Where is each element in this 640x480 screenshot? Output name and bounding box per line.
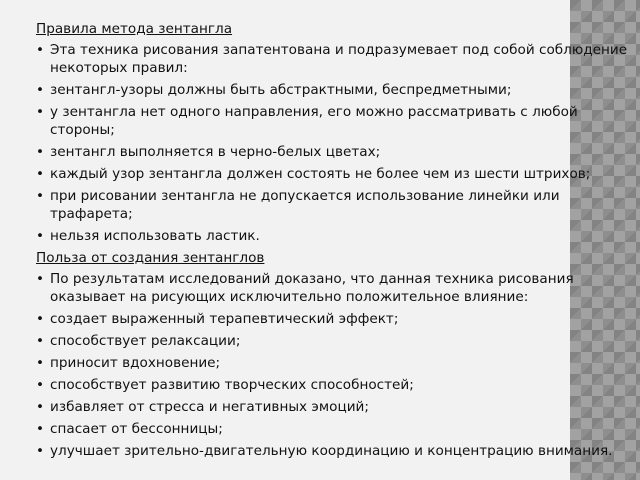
bullet-icon: • [36, 421, 45, 437]
list-item [36, 41, 636, 77]
list-item-text: каждый узор зентангла должен состоять не более чем из шести штрихов; [50, 166, 591, 182]
list-item-text: Эта техника рисования запатентована и подразумевает под собой соблюдение некоторых правил: [50, 42, 628, 76]
bullet-icon: • [36, 355, 45, 371]
list-item-text: избавляет от стресса и негативных эмоций; [50, 399, 369, 415]
list-item-text: зентангл выполняется в черно-белых цветах; [50, 144, 381, 160]
bullet-icon: • [36, 271, 45, 287]
list-item [36, 187, 636, 223]
list-item [36, 270, 636, 306]
list-item-text: создает выраженный терапевтический эффект; [50, 311, 399, 327]
bullet-icon: • [36, 228, 45, 244]
section-title-rules: Правила метода зентангла [36, 21, 233, 37]
list-item [36, 442, 636, 460]
list-item [36, 398, 636, 416]
bullet-icon: • [36, 144, 45, 160]
list-item-text: спасает от бессонницы; [50, 421, 223, 437]
list-item [36, 103, 636, 139]
list-item-text: способствует развитию творческих способностей; [50, 377, 414, 393]
list-item [36, 227, 636, 245]
bullet-icon: • [36, 188, 45, 204]
bullet-icon: • [36, 82, 45, 98]
list-item [36, 81, 636, 99]
list-item [36, 310, 636, 328]
list-item-text: при рисовании зентангла не допускается использование линейки или трафарета; [50, 188, 560, 222]
bullet-icon: • [36, 166, 45, 182]
list-item-text: у зентангла нет одного направления, его можно рассматривать с любой стороны; [50, 104, 578, 138]
list-item-text: зентангл-узоры должны быть абстрактными, беспредметными; [50, 82, 512, 98]
bullet-icon: • [36, 443, 45, 459]
bullet-icon: • [36, 333, 45, 349]
list-item [36, 376, 636, 394]
bullet-icon: • [36, 104, 45, 120]
list-item [36, 332, 636, 350]
list-item [36, 143, 636, 161]
list-item [36, 165, 636, 183]
bullet-icon: • [36, 399, 45, 415]
list-item [36, 354, 636, 372]
list-item-text: приносит вдохновение; [50, 355, 221, 371]
list-item-text: нельзя использовать ластик. [50, 228, 260, 244]
list-item [36, 420, 636, 438]
rules-list [36, 41, 636, 245]
list-item-text: улучшает зрительно-двигательную координацию и концентрацию внимания. [50, 443, 613, 459]
list-item-text: По результатам исследований доказано, что данная техника рисования оказывает на рисующих исключительно положительное влияние: [50, 271, 574, 305]
slide-content [36, 20, 636, 464]
bullet-icon: • [36, 311, 45, 327]
bullet-icon: • [36, 377, 45, 393]
section-title-benefits: Польза от создания зентанглов [36, 250, 265, 266]
list-item-text: способствует релаксации; [50, 333, 241, 349]
benefits-list [36, 270, 636, 460]
bullet-icon: • [36, 42, 45, 58]
